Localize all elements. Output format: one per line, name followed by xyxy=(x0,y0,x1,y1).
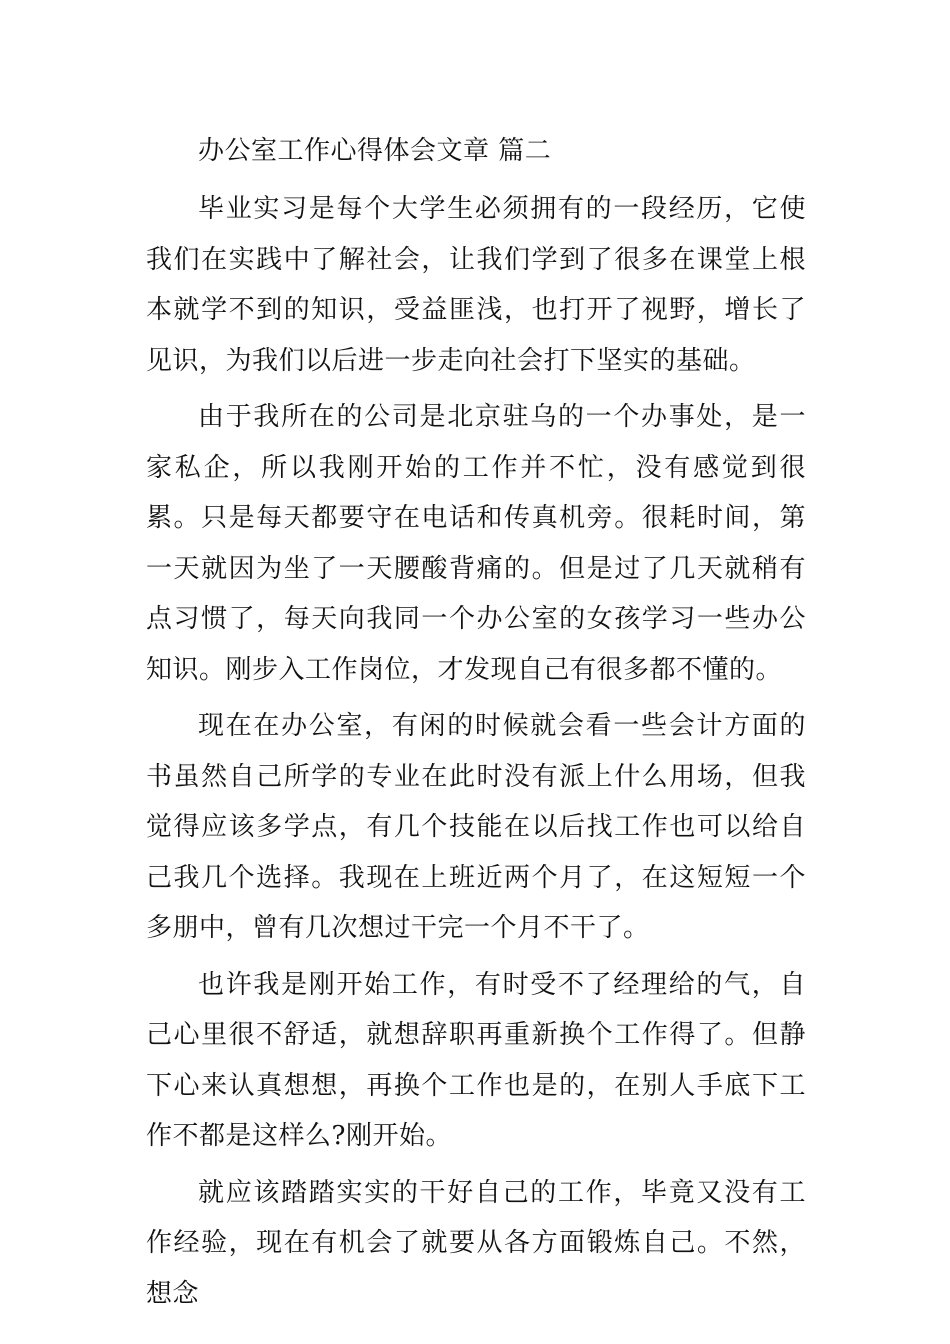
paragraph-2: 由于我所在的公司是北京驻乌的一个办事处，是一家私企，所以我刚开始的工作并不忙，没有感觉到很累。只是每天都要守在电话和传真机旁。很耗时间，第一天就因为坐了一天腰酸背痛的。但是过了几天就稍有点习惯了，每天向我同一个办公室的女孩学习一些办公知识。刚步入工作岗位，才发现自己有很多都不懂的。 xyxy=(146,402,806,685)
paragraph-4: 也许我是刚开始工作，有时受不了经理给的气，自己心里很不舒适，就想辞职再重新换个工作得了。但静下心来认真想想，再换个工作也是的，在别人手底下工作不都是这样么?刚开始。 xyxy=(146,969,806,1151)
paragraph-5: 就应该踏踏实实的干好自己的工作，毕竟又没有工作经验，现在有机会了就要从各方面锻炼自己。不然，想念 xyxy=(146,1177,806,1309)
paragraph-3: 现在在办公室，有闲的时候就会看一些会计方面的书虽然自己所学的专业在此时没有派上什么用场，但我觉得应该多学点，有几个技能在以后找工作也可以给自己我几个选择。我现在上班近两个月了，在这短短一个多朋中，曾有几次想过干完一个月不干了。 xyxy=(146,711,806,943)
document-page xyxy=(146,126,806,1325)
document-title: 办公室工作心得体会文章 篇二 xyxy=(198,136,552,166)
paragraph-1: 毕业实习是每个大学生必须拥有的一段经历，它使我们在实践中了解社会，让我们学到了很多在课堂上根本就学不到的知识，受益匪浅，也打开了视野，增长了见识，为我们以后进一步走向社会打下坚实的基础。 xyxy=(146,194,806,376)
